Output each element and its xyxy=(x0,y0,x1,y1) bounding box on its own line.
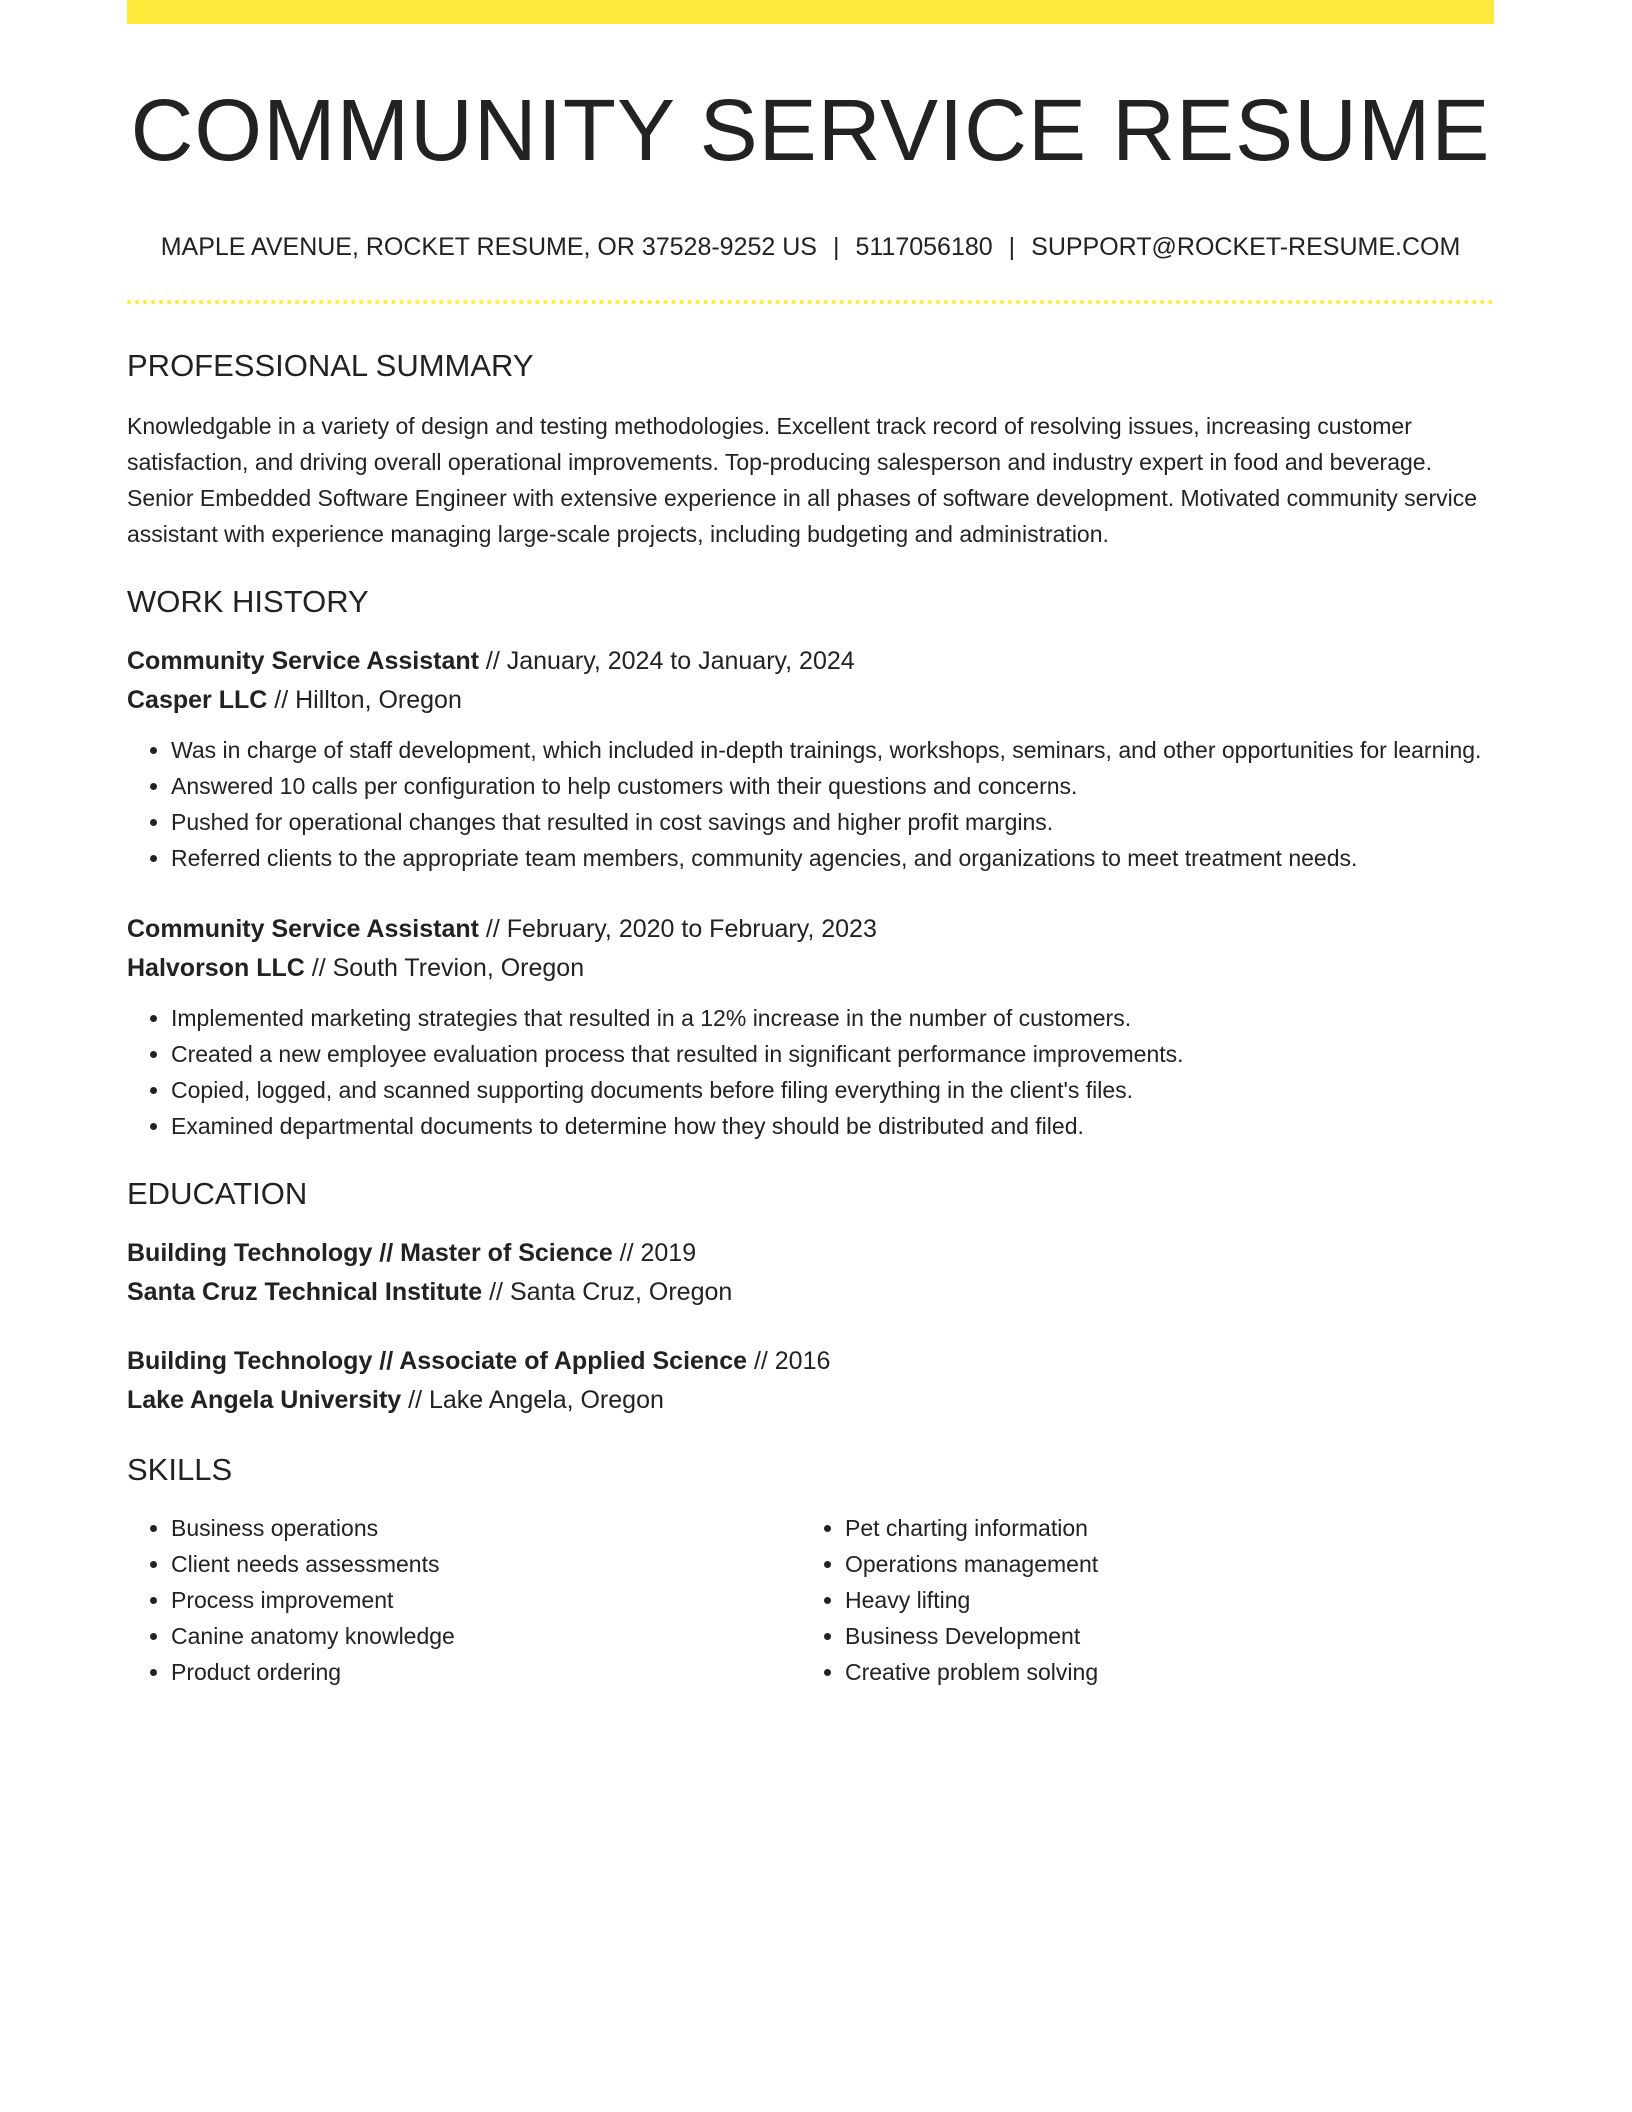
contact-email: SUPPORT@ROCKET-RESUME.COM xyxy=(1031,232,1461,261)
list-item: • Was in charge of staff development, which included in-depth trainings, workshops, seminars, and other opportunities for learning. xyxy=(171,732,1494,768)
education-year: // 2016 xyxy=(747,1347,831,1376)
education-location: // Lake Angela, Oregon xyxy=(401,1386,664,1415)
contact-line xyxy=(127,232,1494,262)
job-company-line xyxy=(127,949,1494,988)
education-school: Lake Angela University xyxy=(127,1386,402,1415)
skill-item: • Heavy lifting xyxy=(845,1582,1475,1618)
education-degree: Building Technology // Associate of Applied Science xyxy=(127,1347,747,1376)
skill-item: • Pet charting information xyxy=(845,1510,1475,1546)
job-role: Community Service Assistant xyxy=(127,915,479,944)
education-entry xyxy=(127,1234,1494,1312)
list-item: • Copied, logged, and scanned supporting documents before filing everything in the client's files. xyxy=(171,1072,1494,1108)
job-bullets xyxy=(127,1000,1494,1144)
job-role-line xyxy=(127,910,1494,949)
job-role: Community Service Assistant xyxy=(127,647,479,676)
job-company: Casper LLC xyxy=(127,686,268,715)
summary-heading: PROFESSIONAL SUMMARY xyxy=(127,347,534,383)
skills-heading: SKILLS xyxy=(127,1452,233,1488)
education-degree: Building Technology // Master of Science xyxy=(127,1239,613,1268)
education-school: Santa Cruz Technical Institute xyxy=(127,1278,483,1307)
skill-item: • Business Development xyxy=(845,1618,1475,1654)
list-item: • Referred clients to the appropriate team members, community agencies, and organizations to meet treatment needs. xyxy=(171,840,1494,876)
job-entry xyxy=(127,642,1494,876)
contact-separator: | xyxy=(832,232,840,261)
list-item: • Pushed for operational changes that resulted in cost savings and higher profit margins. xyxy=(171,804,1494,840)
education-year: // 2019 xyxy=(612,1239,697,1268)
job-company-line xyxy=(127,681,1494,720)
skill-item: • Canine anatomy knowledge xyxy=(171,1618,801,1654)
skill-item: • Operations management xyxy=(845,1546,1475,1582)
education-school-line xyxy=(127,1381,1494,1420)
education-entry xyxy=(127,1342,1494,1420)
list-item: • Implemented marketing strategies that resulted in a 12% increase in the number of customers. xyxy=(171,1000,1494,1036)
skills-list-left xyxy=(127,1510,801,1690)
contact-address: MAPLE AVENUE, ROCKET RESUME, OR 37528-9252 US xyxy=(160,232,817,261)
list-item: • Created a new employee evaluation process that resulted in significant performance improvements. xyxy=(171,1036,1494,1072)
skill-item: • Creative problem solving xyxy=(845,1654,1475,1690)
skill-item: • Process improvement xyxy=(171,1582,801,1618)
resume-page xyxy=(127,0,1494,1690)
skills-list-right xyxy=(801,1510,1475,1690)
job-location: // Hillton, Oregon xyxy=(267,686,462,715)
resume-title: COMMUNITY SERVICE RESUME xyxy=(130,82,1491,179)
work-history-heading: WORK HISTORY xyxy=(127,583,369,619)
accent-top-bar xyxy=(127,0,1494,24)
education-heading: EDUCATION xyxy=(127,1176,308,1212)
job-bullets xyxy=(127,732,1494,876)
contact-separator: | xyxy=(1008,232,1016,261)
summary-text: Knowledgable in a variety of design and testing methodologies. Excellent track record of resolving issues, increasing customer satisfaction, and driving overall operational improvements. Top-producing salesperson and industry expert in food and beverage. Senior Embedded Software Engineer with extensive experience in all phases of software development. Motivated community service assistant with experience managing large-scale projects, including budgeting and administration. xyxy=(127,412,1478,547)
skills-grid xyxy=(127,1510,1494,1690)
education-degree-line xyxy=(127,1234,1494,1273)
job-location: // South Trevion, Oregon xyxy=(304,954,585,983)
skill-item: • Client needs assessments xyxy=(171,1546,801,1582)
education-location: // Santa Cruz, Oregon xyxy=(482,1278,733,1307)
skill-item: • Business operations xyxy=(171,1510,801,1546)
contact-phone: 5117056180 xyxy=(855,232,993,261)
education-school-line xyxy=(127,1273,1494,1312)
list-item: • Examined departmental documents to determine how they should be distributed and filed. xyxy=(171,1108,1494,1144)
job-dates: // February, 2020 to February, 2023 xyxy=(478,915,877,944)
education-degree-line xyxy=(127,1342,1494,1381)
job-company: Halvorson LLC xyxy=(127,954,305,983)
dotted-divider xyxy=(127,300,1494,304)
job-role-line xyxy=(127,642,1494,681)
job-entry xyxy=(127,910,1494,1144)
skill-item: • Product ordering xyxy=(171,1654,801,1690)
job-dates: // January, 2024 to January, 2024 xyxy=(478,647,855,676)
list-item: • Answered 10 calls per configuration to help customers with their questions and concerns. xyxy=(171,768,1494,804)
